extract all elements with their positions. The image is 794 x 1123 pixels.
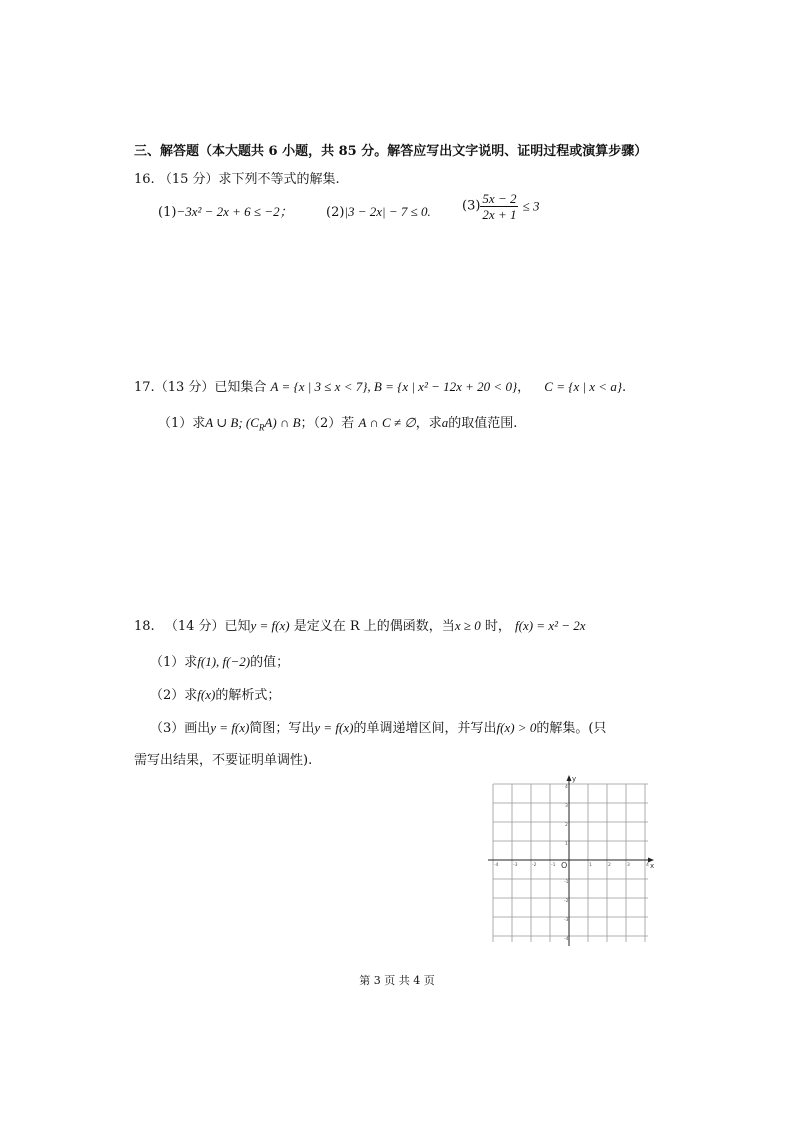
- math-subscript: R: [258, 422, 265, 433]
- y-tick-label: -2: [564, 899, 569, 904]
- part-label: （3）画出: [150, 721, 211, 736]
- math-expression: x ≥ 0: [454, 618, 481, 633]
- math-variable: a: [441, 415, 449, 430]
- math-expression: y = f(x): [250, 618, 290, 633]
- x-tick-label: 2: [608, 863, 611, 868]
- question-text: 的解析式；: [215, 688, 281, 703]
- y-tick-label: -3: [564, 918, 569, 923]
- math-expression: A) ∩ B: [264, 415, 301, 430]
- question-text: 的解集。(只: [536, 721, 607, 736]
- punctuation: ，: [517, 380, 531, 395]
- question-text: 是定义在 R 上的偶函数，当: [293, 619, 455, 634]
- x-tick-label: -1: [551, 863, 556, 868]
- question-16-part-1: [158, 203, 293, 222]
- y-tick-label: 1: [565, 842, 568, 847]
- fraction-numerator: 5x − 2: [482, 191, 517, 206]
- question-17-parts: [158, 414, 517, 437]
- math-expression: f(x) = x² − 2x: [515, 618, 586, 633]
- fraction: [480, 191, 518, 222]
- question-18-part-1: [150, 653, 289, 672]
- coordinate-grid: [488, 772, 658, 948]
- math-expression: −3x² − 2x + 6 ≤ −2；: [176, 204, 293, 219]
- question-number: 18.: [134, 619, 155, 634]
- question-text: 求下列不等式的解集.: [218, 172, 340, 187]
- question-points: （14 分）已知: [164, 619, 251, 634]
- y-tick-label: 2: [565, 823, 568, 828]
- y-tick-label: 4: [565, 785, 568, 790]
- question-text: 的值；: [250, 655, 290, 670]
- x-tick-label: -2: [532, 863, 537, 868]
- math-expression: y = f(x): [314, 720, 354, 735]
- origin-label: O: [561, 861, 568, 870]
- y-tick-label: -4: [564, 937, 569, 942]
- y-axis-label: y: [572, 775, 577, 783]
- part-label: (2): [326, 205, 345, 220]
- part-label: (1): [158, 205, 177, 220]
- math-expression: ≤ 3: [522, 198, 540, 214]
- math-expression: A ∪ B; (C: [205, 415, 259, 430]
- punctuation: ；: [300, 416, 314, 431]
- y-tick-label: -1: [564, 880, 569, 885]
- part-label: （2）若: [313, 416, 355, 431]
- math-expression: f(x): [197, 687, 216, 702]
- math-expression: |3 − 2x| − 7 ≤ 0.: [344, 204, 431, 219]
- x-axis-label: x: [650, 862, 655, 870]
- math-expression: f(x) > 0: [496, 720, 537, 735]
- part-label: (3): [462, 198, 481, 214]
- part-label: （1）求: [158, 416, 206, 431]
- question-text: 简图；写出: [249, 721, 315, 736]
- question-18-stem: [134, 617, 586, 636]
- math-expression: y = f(x): [210, 720, 250, 735]
- section-title: 三、解答题（本大题共 6 小题，共 85 分。解答应写出文字说明、证明过程或演算步骤）: [134, 144, 648, 159]
- question-18-part-2: [150, 686, 280, 705]
- question-17-stem: [134, 378, 626, 397]
- x-tick-label: -4: [494, 863, 499, 868]
- punctuation: .: [622, 380, 627, 395]
- question-points: （13 分）: [154, 380, 215, 395]
- question-text: ，求: [415, 416, 442, 431]
- question-points: （15 分）: [158, 172, 219, 187]
- x-tick-label: 4: [646, 863, 649, 868]
- question-number: 17.: [134, 380, 155, 395]
- math-expression: A ∩ C ≠ ∅: [358, 415, 416, 430]
- math-expression: f(1), f(−2): [197, 654, 251, 669]
- part-label: （2）求: [150, 688, 198, 703]
- question-18-part-3-cont: 需写出结果，不要证明单调性).: [134, 753, 313, 768]
- x-tick-label: 3: [627, 863, 630, 868]
- question-number: 16.: [134, 172, 155, 187]
- question-16-stem: [134, 171, 340, 189]
- question-text: 的单调递增区间，并写出: [353, 721, 497, 736]
- x-tick-label: -3: [513, 863, 518, 868]
- part-label: （1）求: [150, 655, 198, 670]
- math-expression: A = {x | 3 ≤ x < 7}, B = {x | x² − 12x + 20 < 0}: [270, 379, 518, 394]
- question-text: 时，: [484, 619, 511, 634]
- question-18-part-3: [150, 719, 606, 738]
- y-tick-label: 3: [565, 804, 568, 809]
- page-footer: 第 3 页 共 4 页: [359, 974, 435, 987]
- math-expression: C = {x | x < a}: [544, 379, 623, 394]
- fraction-denominator: 2x + 1: [482, 207, 517, 222]
- question-text: 已知集合: [214, 380, 267, 395]
- y-axis-arrow-icon: [567, 775, 572, 781]
- x-tick-label: 1: [589, 863, 592, 868]
- question-text: 的取值范围.: [448, 416, 518, 431]
- question-16-part-3: [462, 191, 540, 222]
- question-16-part-2: [326, 203, 431, 222]
